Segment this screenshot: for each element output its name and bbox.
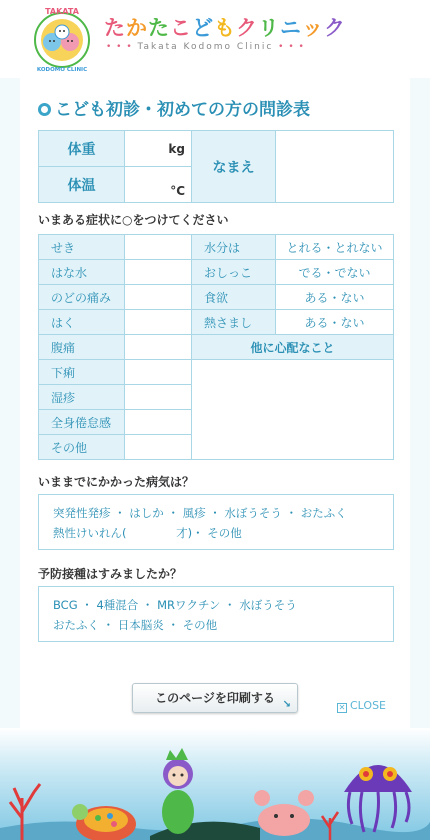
condition-label: 食欲 [192, 285, 276, 310]
clinic-name-char: ク [236, 16, 258, 40]
vaccines-line-1: BCG ・ 4種混合 ・ MRワクチン ・ 水ぼうそう [53, 598, 297, 612]
symptom-label: はな水 [39, 260, 125, 285]
header [0, 0, 430, 78]
clinic-name-char: か [126, 16, 148, 40]
close-icon: ✕ [338, 703, 346, 712]
symptom-label: 湿疹 [39, 385, 125, 410]
vitals-table [38, 130, 394, 203]
subtitle-dots-left: • • • [106, 42, 133, 52]
temp-label: 体温 [39, 167, 125, 203]
vaccines-box[interactable] [38, 586, 394, 642]
logo-bottom-text: KODOMO CLINIC [36, 67, 88, 73]
logo-top-text: TAKATA [45, 7, 79, 16]
symptom-check[interactable] [125, 360, 192, 385]
symptom-label: はく [39, 310, 125, 335]
page-title [38, 95, 310, 120]
symptoms-table [38, 234, 394, 460]
condition-options[interactable]: ある・ない [276, 285, 394, 310]
condition-options[interactable]: でる・でない [276, 260, 394, 285]
condition-options[interactable]: ある・ない [276, 310, 394, 335]
symptom-label: のどの痛み [39, 285, 125, 310]
other-concern-field[interactable] [192, 360, 394, 460]
clinic-subtitle [106, 42, 305, 52]
clinic-name-char: ク [324, 16, 346, 40]
ring-icon [38, 103, 51, 116]
condition-options[interactable]: とれる・とれない [276, 235, 394, 260]
symptom-check[interactable] [125, 385, 192, 410]
arrow-icon: ↘ [282, 699, 291, 710]
weight-field[interactable] [125, 131, 192, 167]
condition-label: おしっこ [192, 260, 276, 285]
weight-unit: kg [168, 141, 185, 156]
symptom-check[interactable] [125, 310, 192, 335]
clinic-name-char: た [104, 16, 126, 40]
symptom-label: せき [39, 235, 125, 260]
page-title-text: こども初診・初めての方の問診表 [55, 100, 310, 120]
subtitle-text: Takata Kodomo Clinic [137, 42, 274, 52]
condition-label: 熱さまし [192, 310, 276, 335]
vaccines-heading: 予防接種はすみましたか？ [38, 567, 183, 581]
subtitle-dots-right: • • • [278, 42, 305, 52]
print-button-label: このページを印刷する [155, 691, 275, 705]
name-field[interactable] [276, 131, 394, 203]
symptom-check[interactable] [125, 260, 192, 285]
symptom-check[interactable] [125, 285, 192, 310]
close-label: CLOSE [350, 699, 387, 712]
weight-label: 体重 [39, 131, 125, 167]
symptom-label: その他 [39, 435, 125, 460]
condition-label: 水分は [192, 235, 276, 260]
temp-unit: °C [170, 184, 185, 198]
diseases-box[interactable] [38, 494, 394, 550]
clinic-name-char: も [214, 16, 236, 40]
name-label: なまえ [192, 131, 276, 203]
symptom-check[interactable] [125, 410, 192, 435]
other-concern-label: 他に心配なこと [192, 335, 394, 360]
diseases-line-1: 突発性発疹 ・ はしか ・ 風疹 ・ 水ぼうそう ・ おたふく [53, 506, 347, 520]
symptom-label: 下痢 [39, 360, 125, 385]
symptom-label: 全身倦怠感 [39, 410, 125, 435]
clinic-logo[interactable] [30, 4, 94, 74]
diseases-line-2: 熱性けいれん( 才)・ その他 [53, 526, 242, 540]
close-button[interactable] [337, 699, 386, 713]
clinic-name-char: こ [170, 16, 192, 40]
sea-illustration [0, 728, 430, 840]
clinic-name [104, 12, 346, 42]
clinic-name-char: た [148, 16, 170, 40]
symptoms-heading: いまある症状に○をつけてください [38, 213, 229, 227]
diseases-heading: いままでにかかった病気は？ [38, 475, 195, 489]
clinic-name-char: リ [258, 16, 280, 40]
print-button[interactable] [132, 683, 298, 713]
vaccines-line-2: おたふく ・ 日本脳炎 ・ その他 [53, 618, 218, 632]
temp-field[interactable] [125, 167, 192, 203]
clinic-name-char: ッ [302, 16, 324, 40]
clinic-name-char: ど [192, 16, 214, 40]
symptom-label: 腹痛 [39, 335, 125, 360]
symptom-check[interactable] [125, 435, 192, 460]
symptom-check[interactable] [125, 235, 192, 260]
clinic-name-char: ニ [280, 16, 302, 40]
symptom-check[interactable] [125, 335, 192, 360]
